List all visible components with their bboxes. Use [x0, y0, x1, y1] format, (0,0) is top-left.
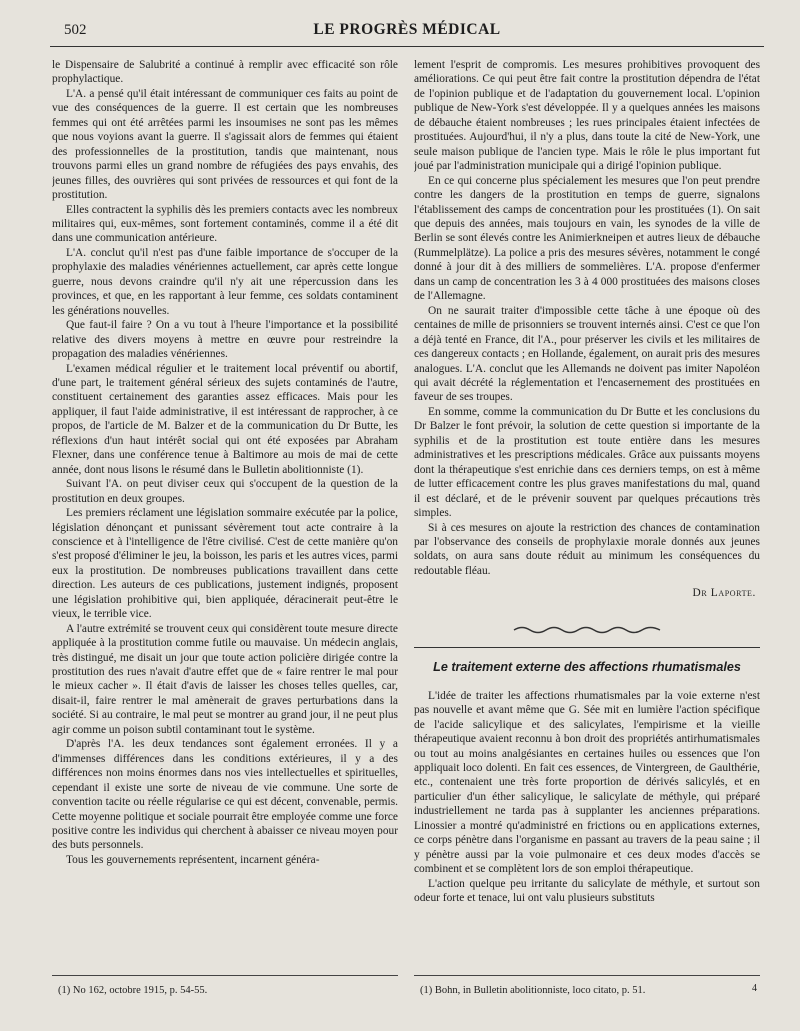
paragraph: Tous les gouvernements représentent, incarnent généra-	[66, 853, 320, 866]
footnote-right: (1) Bohn, in Bulletin abolitionniste, loco citato, p. 51.	[420, 985, 646, 996]
paragraph: L'action quelque peu irritante du salicylate de méthyle, et surtout son odeur forte et tenace, lui ont valu plusieurs substituts	[414, 877, 760, 905]
page-header	[50, 18, 764, 47]
paragraph: Que faut-il faire ? On a vu tout à l'heure l'importance et la possibilité relative des divers moyens à mettre en œuvre pour restreindre la propagation des maladies vénériennes.	[52, 319, 398, 361]
paragraph: On ne saurait traiter d'impossible cette tâche à une époque où des centaines de mille de prisonniers se trouvent internés ainsi. C'est ce que l'on a déjà tenté en France, dit l'A., pour préserver les civils et les militaires de ces dangereux contacts ; en Hollande, également, on aurait pris des mesures analogues. L'A. conclut que les Allemands ne doivent pas imiter Napoléon qui avait décrété la réglementation et l'encasernement des prostituées en faveur de ses troupes.	[414, 304, 760, 404]
paragraph: L'A. a pensé qu'il était intéressant de communiquer ces faits au point de vue des conséquences de la guerre. Il est certain que les nombreuses femmes qui ont été arrêtées parmi les insoumises ne sont pas les mêmes que nous voyions avant la guerre. Il s'agissait alors de femmes qui étaient des professionnelles de la prostitution, tandis que maintenant, nous trouvons parmi elles un grand nombre de réfugiées des pays envahis, des jeunes filles, des ouvrières qui sont privées de ressources et qui font de la prostitution.	[52, 87, 398, 202]
footnote-rule	[52, 975, 398, 976]
paragraph: L'A. conclut qu'il n'est pas d'une faible importance de s'occuper de la prophylaxie des maladies vénériennes actuellement, car après cette longue guerre, nous devons craindre qu'il n'y ait une répercussion dans les provinces, et que, en les rapportant à leur femme, ces soldats contaminent les générations nouvelles.	[52, 246, 398, 317]
paragraph: Si à ces mesures on ajoute la restriction des chances de contamination par l'observance des conseils de prophylaxie morale donnés aux jeunes soldats, on aura sans doute réduit au minimum les conséquences du redoutable fléau.	[414, 521, 760, 577]
journal-title: LE PROGRÈS MÉDICAL	[313, 21, 501, 38]
paragraph: Suivant l'A. on peut diviser ceux qui s'occupent de la question de la prostitution en deux groupes.	[52, 478, 398, 505]
signature-text: Dr Laporte.	[692, 587, 756, 600]
paragraph: D'après l'A. les deux tendances sont également erronées. Il y a d'immenses différences dans les conditions extérieures, il y a des différences non moins énormes dans nos vies intellectuelles et spirituelles, cependant il existe une sorte de niveau de vie commune. Une sorte de convention tacite ou réelle régularise ce qui est décent, convenable, permis. Cette moyenne politique et sociale pourrait être employée comme une force positive contre les individus qui cherchent à abaisser ce niveau moyen pour des buts personnels.	[52, 738, 398, 852]
footnote-left: (1) No 162, octobre 1915, p. 54-55.	[58, 985, 208, 996]
page-number: 502	[64, 22, 87, 38]
paragraph: lement l'esprit de compromis. Les mesures prohibitives provoquent des améliorations. Ce qui peut être fait contre la prostitution dépendra de l'état de l'opinion publique et de l'adaptation du gouvernement local. L'opinion publique de New-York s'est développée. Il y a quelques années les maisons de débauche étaient nombreuses ; les rues principales étaient infectées de prostituées. Aujourd'hui, il n'y a plus, dans toute la cité de New-York, une seule maison publique de l'ancien type. Mais le rôle le plus important fut joué par l'administration municipale qui a dirigé l'opinion publique.	[414, 59, 760, 173]
section-title: Le traitement externe des affections rhumatismales	[433, 659, 741, 674]
section-rule	[414, 647, 760, 648]
paragraph: Les premiers réclament une législation sommaire exécutée par la police, législation dénonçant et punissant sévèrement tout acte contraire à la conscience et à l'intelligence de l'être civilisé. C'est de cette manière qu'on s'est proposé d'éliminer le jeu, la boisson, les paris et les autres vices, parmi eux la prostitution. De nombreuses publications travaillent dans cette direction. Les auteurs de ces publications, justement indignés, proposent une législation prohibitive qui, bien appliquée, déracinerait peut-être le vieux, le terrible vice.	[52, 507, 398, 621]
left-column	[52, 58, 398, 960]
signature-mark: 4	[752, 983, 757, 994]
paragraph: L'idée de traiter les affections rhumatismales par la voie externe n'est pas nouvelle et avant même que G. Sée mit en lumière l'action spécifique de l'acide salicylique et des salicylates, l'empirisme et la vieille thérapeutique avaient reconnu à bon droit des propriétés antirhumatismales ou tout au moins analgésiantes en certaines huiles ou essences que l'on appliquait loco dolenti. En fait ces essences, de Vintergreen, de Gaulthérie, etc., contenaient une très forte proportion de dérivés salicylés, et en particulier d'un éther salicylique, le salicylate de méthyle, qui préparé industriellement ne tarda pas à supplanter les anciennes préparations. Linossier a montré qu'administré en frictions ou en applications externes, ce corps pénètre dans l'organisme en passant au travers de la peau saine ; il y pénètre aussi par la voie pulmonaire et ces deux modes d'accès se combinent et se complètent lors de son emploi thérapeutique.	[414, 689, 760, 876]
paragraph: le Dispensaire de Salubrité a continué à remplir avec efficacité son rôle prophylactique.	[52, 59, 398, 86]
right-column	[414, 58, 760, 960]
paragraph: L'examen médical régulier et le traitement local préventif ou abortif, d'une part, le traitement général sérieux des sujets contaminés de l'autre, constituent certainement des garanties assez efficaces. Mais pour les appliquer, il faut l'aide administrative, il est intéressant de rapprocher, à ce propos, de l'article de M. Balzer et de la communication du Dr Butte, les réflexions d'un haut intérêt social qui ont été exposées par Abraham Flexner, dans une conférence tenue à Baltimore au mois de mai de cette année, dont nous lisons le résumé dans le Bulletin abolitionniste (1).	[52, 362, 398, 476]
author-signature	[414, 586, 756, 600]
footnote-rule	[414, 975, 760, 976]
ornamental-divider	[512, 623, 662, 637]
paragraph: En ce qui concerne plus spécialement les mesures que l'on peut prendre contre les dangers de la prostitution en temps de guerre, signalons l'établissement des camps de concentration pour les prostituées (1). On sait que depuis des années, mais toujours en vain, les synodes de la ville de Berlin se sont élevés contre les Animierkneipen et autres lieux de débauche (Rummelplätze). La police a pris des mesures sévères, notamment le congé donné à jour dit à des milliers de sommelières. L'A. propose d'enfermer dans un camp de concentration les 3 à 4 000 prostituées des maisons closes de l'Allemagne.	[414, 174, 760, 303]
paragraph: Elles contractent la syphilis dès les premiers contacts avec les nombreux militaires qui, eux-mêmes, sont fortement contaminés, comme il a été dit dans une communication antérieure.	[52, 203, 398, 245]
paragraph: A l'autre extrémité se trouvent ceux qui considèrent toute mesure directe appliquée à la prostitution comme futile ou mauvaise. Un médecin anglais, très distingué, me disait un jour que toute action policière dirigée contre la prostitution des rues n'avait d'autre effet que de « faire rentrer le mal pour le mieux cacher ». Il était d'avis de laisser les choses telles quelles, car, disait-il, faire rentrer le mal amènerait de graves perturbations dans la société. Si au contraire, le mal peut se montrer au grand jour, il ne peut plus agir comme un poison subtil contaminant tout le système.	[52, 622, 398, 736]
paragraph: En somme, comme la communication du Dr Butte et les conclusions du Dr Balzer le font prévoir, la solution de cette question si importante de la syphilis et de la prostitution est toute entière dans les mesures administratives et les prescriptions médicales. Grâce aux puissants moyens dont la thérapeutique s'est enrichie dans ces derniers temps, on est à même de lutter efficacement contre les plus graves manifestations du mal, quand il est déclaré, et de le prévenir souvent par quelques précautions très simples.	[414, 405, 760, 520]
